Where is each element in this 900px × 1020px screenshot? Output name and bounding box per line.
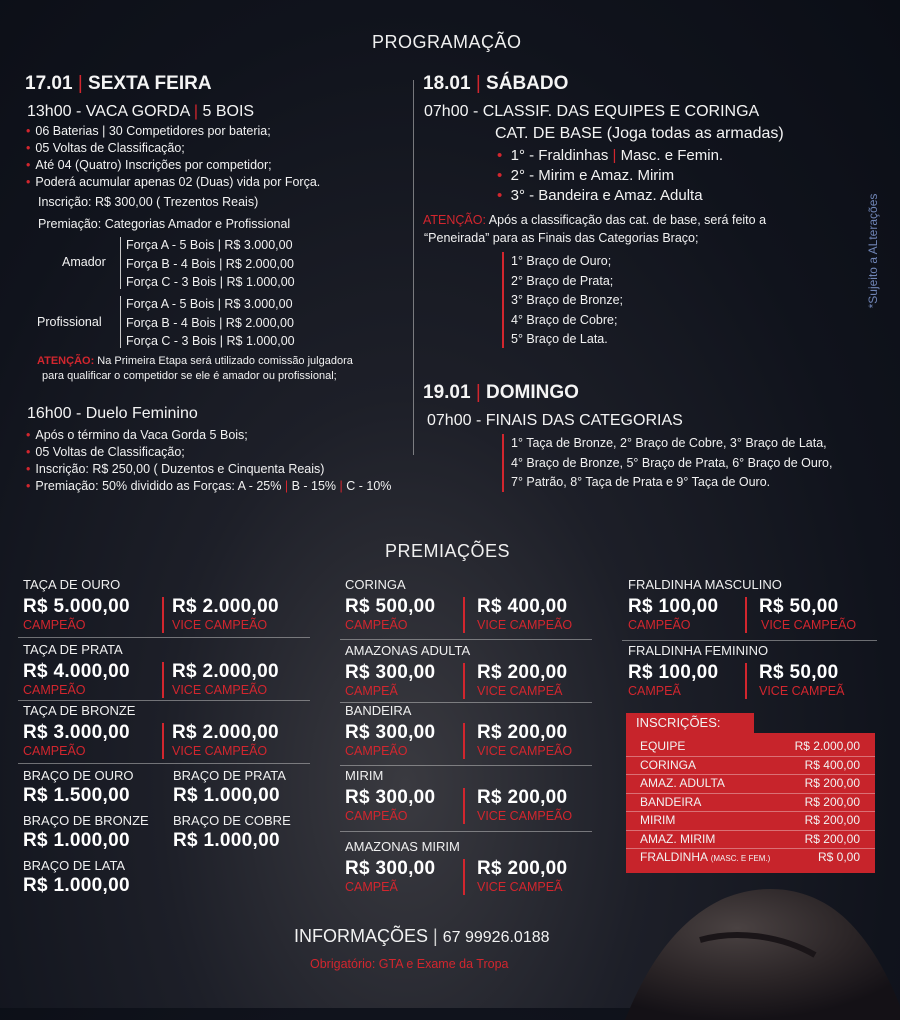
saturday-heading: 18.01 | SÁBADO <box>423 73 569 94</box>
side-note <box>858 170 884 340</box>
prize-bandeira: BANDEIRA R$ 300,00 CAMPEÃO R$ 200,00 VICE CAMPEÃO <box>345 703 573 758</box>
event1-premiacao: Premiação: Categorias Amador e Profissional <box>38 217 291 231</box>
base-list <box>497 146 723 206</box>
list-item: 4° Braço de Cobre; <box>511 312 618 327</box>
table-row: MIRIM R$ 200,00 <box>626 812 875 831</box>
saturday-date: 18.01 <box>423 73 471 94</box>
sunday-weekday: DOMINGO <box>486 382 579 403</box>
list-item: • 05 Voltas de Classificação; <box>26 445 185 459</box>
list-item: • 06 Baterias | 30 Competidores por bateria; <box>26 124 271 138</box>
prize-coringa: CORINGA R$ 500,00 CAMPEÃO R$ 400,00 VICE CAMPEÃO <box>345 577 573 632</box>
list-item: • 3° - Bandeira e Amaz. Adulta <box>497 187 703 204</box>
inscricoes-box <box>626 733 875 873</box>
event1-heading: 13h00 - VACA GORDA | 5 BOIS <box>27 103 255 120</box>
list-item: • Poderá acumular apenas 02 (Duas) vida por Força. <box>26 175 321 189</box>
programacao-title: PROGRAMAÇÃO <box>372 32 522 52</box>
list-item: 1° Braço de Ouro; <box>511 254 612 268</box>
list-item: • 2° - Mirim e Amaz. Mirim <box>497 167 675 184</box>
list-item: Força B - 4 Bois | R$ 2.000,00 <box>126 315 294 330</box>
prize-amazonas-mirim: AMAZONAS MIRIM R$ 300,00 CAMPEÃ R$ 200,00 VICE CAMPEÃ <box>345 839 568 894</box>
prize-taca-prata: TAÇA DE PRATA R$ 4.000,00 CAMPEÃO R$ 2.000,00 VICE CAMPEÃO <box>23 642 279 697</box>
amador-tiers <box>126 236 295 292</box>
bracos-list <box>511 252 623 350</box>
prize-braco-cobre: BRAÇO DE COBRE R$ 1.000,00 <box>173 813 291 851</box>
profissional-label: Profissional <box>37 315 102 329</box>
prize-braco-ouro: BRAÇO DE OURO R$ 1.500,00 <box>23 768 134 806</box>
list-item: Força B - 4 Bois | R$ 2.000,00 <box>126 256 294 271</box>
list-item: • Inscrição: R$ 250,00 ( Duzentos e Cinquenta Reais) <box>26 462 325 476</box>
saturday-weekday: SÁBADO <box>486 73 569 94</box>
sunday-time: 07h00 - FINAIS DAS CATEGORIAS <box>427 412 683 429</box>
prize-mirim: MIRIM R$ 300,00 CAMPEÃO R$ 200,00 VICE CAMPEÃO <box>345 768 573 823</box>
friday-weekday: SEXTA FEIRA <box>88 73 212 94</box>
inscricoes-title: INSCRIÇÕES: <box>626 713 754 733</box>
table-row: AMAZ. ADULTA R$ 200,00 <box>626 775 875 794</box>
prize-braco-prata: BRAÇO DE PRATA R$ 1.000,00 <box>173 768 286 806</box>
atencao-friday: ATENÇÃO: Na Primeira Etapa será utilizado comissão julgadora para qualificar o competidor se ele é amador ou profissional; <box>37 355 353 382</box>
obrigatorio-note: Obrigatório: GTA e Exame da Tropa <box>310 957 509 971</box>
helmet-silhouette-icon <box>605 880 900 1020</box>
prize-braco-lata: BRAÇO DE LATA R$ 1.000,00 <box>23 858 130 896</box>
list-item: • Até 04 (Quatro) Inscrições por competidor; <box>26 158 272 172</box>
list-item: Força A - 5 Bois | R$ 3.000,00 <box>126 297 293 311</box>
list-item: Força C - 3 Bois | R$ 1.000,00 <box>126 275 295 289</box>
atencao-saturday: ATENÇÃO: Após a classificação das cat. de base, será feito a “Peneirada” para as Finais das Categorias Braço; <box>423 213 767 245</box>
event2-bullets <box>26 427 391 495</box>
cat-base: CAT. DE BASE (Joga todas as armadas) <box>495 125 784 142</box>
sunday-heading: 19.01 | DOMINGO <box>423 382 579 403</box>
event1-inscricao: Inscrição: R$ 300,00 ( Trezentos Reais) <box>38 195 259 209</box>
table-row: CORINGA R$ 400,00 <box>626 757 875 776</box>
list-item: Força A - 5 Bois | R$ 3.000,00 <box>126 238 293 252</box>
prize-taca-bronze: TAÇA DE BRONZE R$ 3.000,00 CAMPEÃO R$ 2.000,00 VICE CAMPEÃO <box>23 703 279 758</box>
event1-time: 13h00 - VACA GORDA <box>27 103 190 120</box>
list-item: 4° Braço de Bronze, 5° Braço de Prata, 6° Braço de Ouro, <box>511 455 833 470</box>
prize-fraldinha-feminino: FRALDINHA FEMININO R$ 100,00 CAMPEÃ R$ 50,00 VICE CAMPEÃ <box>628 643 845 698</box>
amador-label: Amador <box>62 255 106 269</box>
list-item: 1° Taça de Bronze, 2° Braço de Cobre, 3° Braço de Lata, <box>511 436 827 450</box>
profissional-tiers <box>126 295 295 351</box>
footer-info: INFORMAÇÕES | 67 99926.0188 <box>294 926 550 946</box>
list-item: Força C - 3 Bois | R$ 1.000,00 <box>126 334 295 348</box>
table-row: BANDEIRA R$ 200,00 <box>626 794 875 813</box>
info-label: INFORMAÇÕES <box>294 926 429 946</box>
prize-fraldinha-masculino: FRALDINHA MASCULINO R$ 100,00 CAMPEÃO R$ 50,00 VICE CAMPEÃO <box>628 577 857 632</box>
sunday-date: 19.01 <box>423 382 471 403</box>
table-row: FRALDINHA (MASC. E FEM.) R$ 0,00 <box>640 850 860 864</box>
sunday-lines <box>511 434 832 493</box>
saturday-time: 07h00 - CLASSIF. DAS EQUIPES E CORINGA <box>424 103 760 120</box>
event1-bullets <box>26 123 320 191</box>
list-item: 7° Patrão, 8° Taça de Prata e 9° Taça de Ouro. <box>511 475 771 489</box>
table-row: AMAZ. MIRIM R$ 200,00 <box>626 831 875 850</box>
premiacoes-title: PREMIAÇÕES <box>385 541 511 561</box>
list-item: • Premiação: 50% dividido as Forças: A - 25% | B - 15% | C - 10% <box>26 479 392 493</box>
friday-date: 17.01 <box>25 73 73 94</box>
side-note-text: *Sujeito a ALterações <box>866 193 880 309</box>
list-item: 2° Braço de Prata; <box>511 273 614 288</box>
friday-heading: 17.01 | SEXTA FEIRA <box>25 73 212 94</box>
prize-braco-bronze: BRAÇO DE BRONZE R$ 1.000,00 <box>23 813 149 851</box>
list-item: • 05 Voltas de Classificação; <box>26 141 185 155</box>
list-item: • Após o término da Vaca Gorda 5 Bois; <box>26 428 248 442</box>
list-item: 3° Braço de Bronze; <box>511 293 624 307</box>
phone-number: 67 99926.0188 <box>442 929 550 946</box>
table-row: EQUIPE R$ 2.000,00 <box>626 738 875 757</box>
list-item: 5° Braço de Lata. <box>511 332 608 346</box>
event1-tag: 5 BOIS <box>202 103 255 120</box>
list-item: • 1° - Fraldinhas | Masc. e Femin. <box>497 147 724 164</box>
prize-taca-ouro: TAÇA DE OURO R$ 5.000,00 CAMPEÃO R$ 2.000,00 VICE CAMPEÃO <box>23 577 279 632</box>
prize-amazonas-adulta: AMAZONAS ADULTA R$ 300,00 CAMPEÃ R$ 200,00 VICE CAMPEÃ <box>345 643 568 698</box>
event2-heading: 16h00 - Duelo Feminino <box>27 405 198 422</box>
